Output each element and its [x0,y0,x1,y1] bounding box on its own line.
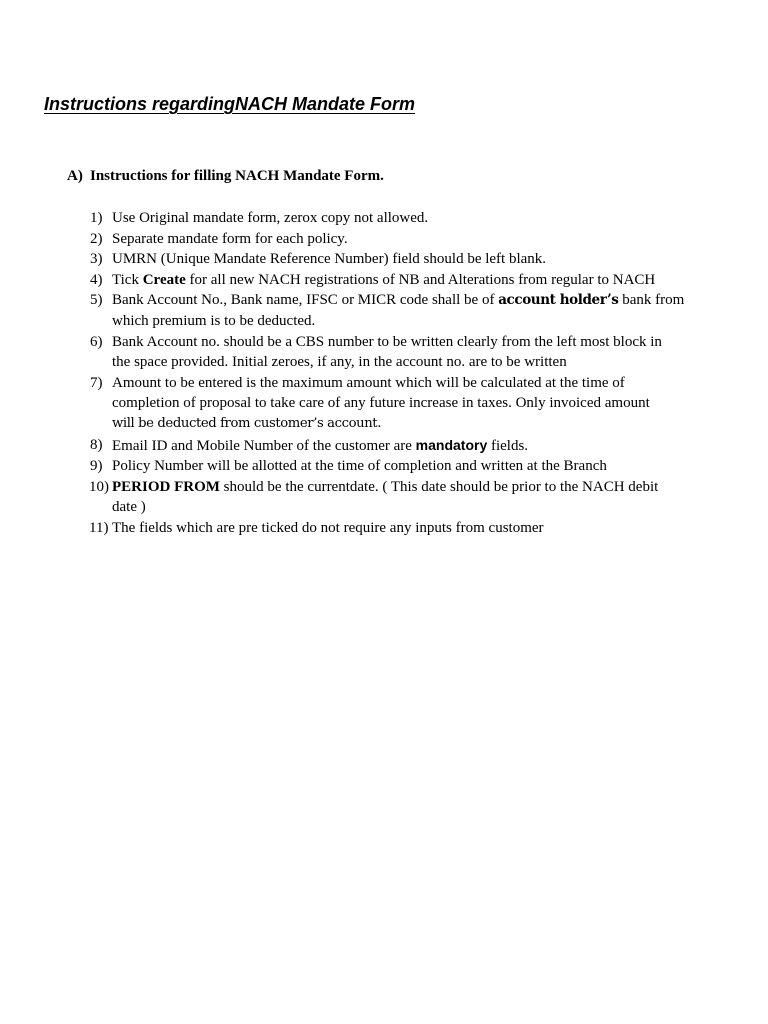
item-text: UMRN (Unique Mandate Reference Number) field should be left blank. [112,251,547,268]
item-number: 1) [90,210,103,226]
instruction-item-5 [0,290,768,331]
item-text-line-1 [112,290,708,311]
item-text: Separate mandate form for each policy. [112,230,348,247]
item-number: 7) [90,374,103,391]
instruction-item-1 [0,208,768,229]
instruction-item-6 [0,332,768,373]
instruction-item-7 [0,373,768,435]
item-text-line-2: which premium is to be deducted. [112,312,316,329]
instruction-item-3 [0,249,768,270]
item-text-line-2: completion of proposal to take care of any future increase in taxes. Only invoiced amount [112,395,650,412]
item-text-suffix: bank from [618,292,685,309]
section-letter: A) [67,168,83,184]
item-text-bold: Create [142,271,186,288]
page-title: Instructions regardingNACH Mandate Form [44,94,416,114]
section-heading-text: Instructions for filling NACH Mandate Form. [90,168,384,184]
item-text-bold: PERIOD FROM [112,478,220,495]
item-text-suffix: for all new NACH registrations of NB and Alterations from regular to NACH [185,271,656,288]
item-text: The fields which are pre ticked do not require any inputs from customer [112,519,544,536]
instruction-item-8 [0,435,768,457]
item-text-line-2: date ) [112,499,146,516]
item-text [112,270,708,291]
item-text-bold: mandatory [415,436,488,453]
item-number: 6) [90,333,103,350]
item-number: 9) [90,458,103,475]
item-number: 2) [90,230,103,247]
item-number: 10) [89,478,109,495]
instruction-list [0,208,768,539]
item-text-line-2: the space provided. Initial zeroes, if any, in the account no. are to be written [112,354,567,371]
item-text: Use Original mandate form, zerox copy not allowed. [112,210,429,226]
instruction-item-9 [0,456,768,477]
item-number: 11) [89,519,109,536]
item-text-suffix: fields. [487,437,529,454]
item-text: Policy Number will be allotted at the time of completion and written at the Branch [112,458,607,475]
item-number: 4) [90,271,103,288]
item-text-suffix: should be the currentdate. ( This date should be prior to the NACH debit [219,478,659,495]
item-text-line-1 [112,477,708,498]
item-number: 3) [90,251,103,268]
item-number: 5) [90,292,103,309]
item-number: 8) [90,436,103,453]
instruction-item-10 [0,477,768,518]
item-text-prefix: Email ID and Mobile Number of the customer are [112,437,416,454]
item-text-bold: account holder’s [498,292,619,309]
instruction-item-11 [0,518,768,539]
item-text-prefix: Bank Account No., Bank name, IFSC or MICR code shall be of [112,292,499,309]
item-text-line-3: will be deducted from customer’s account. [112,415,381,431]
item-text-prefix: Tick [112,271,143,288]
section-heading [67,168,384,185]
instruction-item-4 [0,270,768,291]
instruction-item-2 [0,229,768,250]
item-text-line-1: Amount to be entered is the maximum amount which will be calculated at the time of [112,374,625,391]
item-text [112,435,708,457]
item-text-line-1: Bank Account no. should be a CBS number to be written clearly from the left most block in [112,333,662,350]
